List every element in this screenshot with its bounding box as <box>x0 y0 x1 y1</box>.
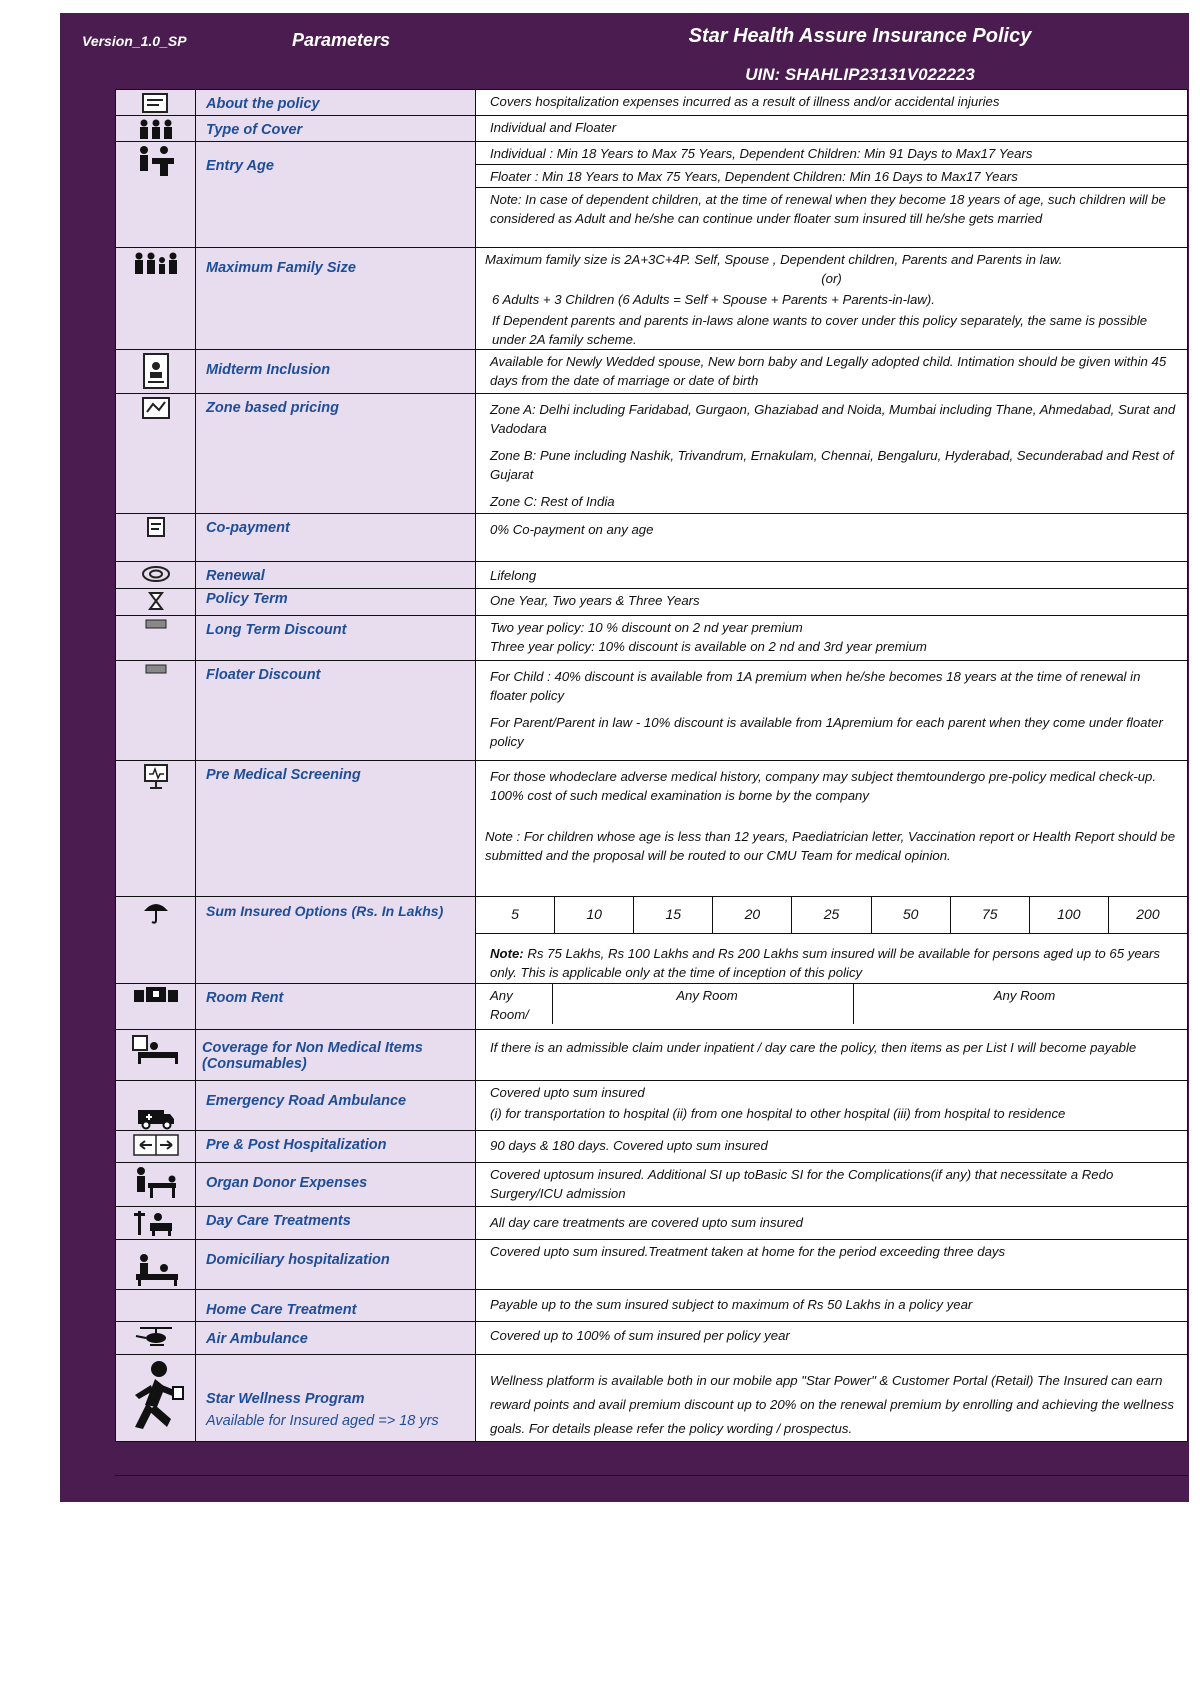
renewal-icon <box>116 562 196 589</box>
header-band <box>60 13 1189 89</box>
table-row <box>116 1030 1188 1081</box>
id-card-icon <box>116 350 196 394</box>
table-row <box>116 514 1188 562</box>
param-note <box>476 934 1187 982</box>
param-note: Note: In case of dependent children, at the time of renewal when they become 18 years of age, such children will be considered as Adult and he/she can continue under floater sum insured till he/she gets married <box>490 192 1166 226</box>
param-label <box>196 1355 476 1442</box>
zone-a: Zone A: Delhi including Faridabad, Gurgaon, Ghaziabad and Noida, Mumbai including Thane, Ahmedabad, Surat and Vadodara <box>490 402 1176 436</box>
param-value: Covered upto sum insured.Treatment taken at home for the period exceeding three days <box>490 1244 1006 1259</box>
param-value: Floater : Min 18 Years to Max 75 Years, Dependent Children: Min 16 Days to Max17 Years <box>476 165 1187 188</box>
table-row <box>116 1207 1188 1240</box>
param-label: Entry Age <box>196 142 476 248</box>
param-label: Room Rent <box>196 984 476 1030</box>
table-row <box>116 350 1188 394</box>
table-row <box>116 1163 1188 1207</box>
si-option: 25 <box>792 897 871 933</box>
table-row <box>116 1290 1188 1322</box>
day-care-icon <box>116 1207 196 1240</box>
ambulance-icon <box>116 1081 196 1131</box>
table-row <box>116 589 1188 616</box>
home-care-cell <box>116 1290 196 1322</box>
si-option: 15 <box>634 897 713 933</box>
family-icon <box>116 116 196 142</box>
hospital-room-icon <box>116 984 196 1030</box>
table-row <box>116 394 1188 514</box>
document-icon <box>116 90 196 116</box>
policy-title: Star Health Assure Insurance Policy <box>688 25 1032 47</box>
helicopter-icon <box>116 1322 196 1355</box>
discount-tag-icon <box>116 661 196 761</box>
table-row <box>116 761 1188 897</box>
param-value: If Dependent parents and parents in-laws alone wants to cover under this policy separately, the same is possible under 2A family scheme. <box>492 313 1148 347</box>
hospital-bed-icon <box>116 1030 196 1081</box>
policy-sheet <box>60 13 1189 1502</box>
organ-donor-icon <box>116 1163 196 1207</box>
table-row <box>116 116 1188 142</box>
wellness-eligibility: Available for Insured aged => 18 yrs <box>206 1413 439 1429</box>
param-label: About the policy <box>196 90 476 116</box>
si-option: 200 <box>1136 906 1160 922</box>
param-value: Covered uptosum insured. Additional SI up toBasic SI for the Complications(if any) that necessitate a Redo Surgery/ICU admission <box>490 1167 1114 1201</box>
table-row <box>116 562 1188 589</box>
table-row <box>116 248 1188 350</box>
param-value: Maximum family size is 2A+3C+4P. Self, Spouse , Dependent children, Parents and Parents in law. <box>485 252 1063 267</box>
param-value: All day care treatments are covered upto sum insured <box>490 1215 803 1230</box>
note-prefix: Note: <box>490 946 524 961</box>
table-row <box>116 661 1188 761</box>
param-value: Covered up to 100% of sum insured per policy year <box>490 1328 790 1343</box>
room-option: Any Room/ <box>476 984 553 1024</box>
param-label: Maximum Family Size <box>196 248 476 350</box>
zone-map-icon <box>116 394 196 514</box>
table-row <box>116 1081 1188 1131</box>
param-label: Type of Cover <box>196 116 476 142</box>
table-row <box>116 1131 1188 1163</box>
table-row <box>116 616 1188 661</box>
si-option: 75 <box>951 897 1030 933</box>
si-option: 10 <box>555 897 634 933</box>
si-option: 20 <box>713 897 792 933</box>
policy-uin: UIN: SHAHLIP23131V022223 <box>745 65 975 84</box>
zone-b: Zone B: Pune including Nashik, Trivandrum, Ernakulam, Chennai, Bengaluru, Hyderabad, Secunderabad and Rest of Gujarat <box>490 448 1174 482</box>
param-value: For Parent/Parent in law - 10% discount is available from 1Apremium for each parent when they come under floater policy <box>490 715 1163 749</box>
param-label: Sum Insured Options (Rs. In Lakhs) <box>196 897 476 984</box>
table-row <box>116 1240 1188 1290</box>
param-value: Individual and Floater <box>490 120 617 135</box>
zone-c: Zone C: Rest of India <box>490 494 615 509</box>
param-value: Individual : Min 18 Years to Max 75 Years, Dependent Children: Min 91 Days to Max17 Years <box>476 142 1187 165</box>
note-text: Rs 75 Lakhs, Rs 100 Lakhs and Rs 200 Lakhs sum insured will be available for persons aged up to 65 years only. This is applicable only at the time of inception of this policy <box>490 946 1160 980</box>
param-label: Organ Donor Expenses <box>196 1163 476 1207</box>
parameters-table <box>115 89 1188 1442</box>
wellness-label: Star Wellness Program <box>206 1391 365 1407</box>
param-value: One Year, Two years & Three Years <box>490 593 700 608</box>
param-label: Emergency Road Ambulance <box>196 1081 476 1131</box>
table-row <box>116 897 1188 984</box>
param-value: 6 Adults + 3 Children (6 Adults = Self + Spouse + Parents + Parents-in-law). <box>492 292 935 307</box>
table-row <box>116 142 1188 248</box>
home-patient-icon <box>116 1240 196 1290</box>
param-label: Renewal <box>196 562 476 589</box>
room-option: Any Room <box>993 988 1056 1003</box>
param-label: Floater Discount <box>196 661 476 761</box>
table-row <box>116 1355 1188 1442</box>
si-option: 5 <box>476 897 555 933</box>
age-icon <box>116 142 196 248</box>
table-row <box>116 984 1188 1030</box>
si-option: 100 <box>1030 897 1109 933</box>
room-option: Any Room <box>553 984 854 1024</box>
monitor-icon <box>116 761 196 897</box>
hourglass-icon <box>116 589 196 616</box>
param-label: Coverage for Non Medical Items (Consumables) <box>196 1030 476 1081</box>
si-option: 50 <box>872 897 951 933</box>
discount-tag-icon <box>116 616 196 661</box>
param-label: Policy Term <box>196 589 476 616</box>
param-value: Wellness platform is available both in our mobile app "Star Power" & Customer Portal (Retail) The Insured can earn reward points and avail premium discount up to 20% on the renewal premium by enrolling and achieving the wellness goals. For details please refer the policy wording / prospectus. <box>490 1373 1174 1436</box>
param-value: (or) <box>821 271 842 286</box>
param-value: 90 days & 180 days. Covered upto sum insured <box>490 1138 768 1153</box>
param-value: Two year policy: 10 % discount on 2 nd year premium <box>490 620 803 635</box>
param-label: Home Care Treatment <box>196 1290 476 1322</box>
footer-band <box>115 1475 1188 1503</box>
param-value: Covered upto sum insured <box>490 1085 645 1100</box>
param-value: Available for Newly Wedded spouse, New born baby and Legally adopted child. Intimation should be given within 45 days from the date of marriage or date of birth <box>490 354 1167 388</box>
umbrella-icon <box>116 897 196 984</box>
param-label: Pre Medical Screening <box>196 761 476 897</box>
table-row <box>116 1322 1188 1355</box>
param-label: Domiciliary hospitalization <box>196 1240 476 1290</box>
payment-icon <box>116 514 196 562</box>
param-value: Three year policy: 10% discount is available on 2 nd and 3rd year premium <box>490 639 927 654</box>
param-label: Pre & Post Hospitalization <box>196 1131 476 1163</box>
param-value: 0% Co-payment on any age <box>490 522 654 537</box>
param-label: Day Care Treatments <box>196 1207 476 1240</box>
pre-post-arrows-icon <box>116 1131 196 1163</box>
param-label: Midterm Inclusion <box>196 350 476 394</box>
param-label: Long Term Discount <box>196 616 476 661</box>
runner-icon <box>116 1355 196 1442</box>
param-note: Note : For children whose age is less than 12 years, Paediatrician letter, Vaccination report or Health Report should be submitted and the proposal will be routed to our CMU Team for medical opinion. <box>485 829 1176 863</box>
param-value: Covers hospitalization expenses incurred as a result of illness and/or accidental injuries <box>490 94 1000 109</box>
version-label: Version_1.0_SP <box>82 33 187 49</box>
param-value: Payable up to the sum insured subject to maximum of Rs 50 Lakhs in a policy year <box>490 1297 973 1312</box>
family-size-icon <box>116 248 196 350</box>
param-label: Co-payment <box>196 514 476 562</box>
param-value: For those whodeclare adverse medical history, company may subject themtoundergo pre-policy medical check-up. 100% cost of such medical examination is borne by the company <box>490 769 1157 803</box>
sum-insured-options <box>476 897 1187 934</box>
param-value: For Child : 40% discount is available from 1A premium when he/she becomes 18 years at the time of renewal in floater policy <box>490 669 1141 703</box>
parameters-heading: Parameters <box>292 30 391 50</box>
param-value: (i) for transportation to hospital (ii) from one hospital to other hospital (iii) from hospital to residence <box>490 1106 1066 1121</box>
param-label: Air Ambulance <box>196 1322 476 1355</box>
param-label: Zone based pricing <box>196 394 476 514</box>
table-row <box>116 90 1188 116</box>
param-value: If there is an admissible claim under inpatient / day care the policy, then items as per List I will become payable <box>490 1040 1137 1055</box>
param-value: Lifelong <box>490 568 537 583</box>
